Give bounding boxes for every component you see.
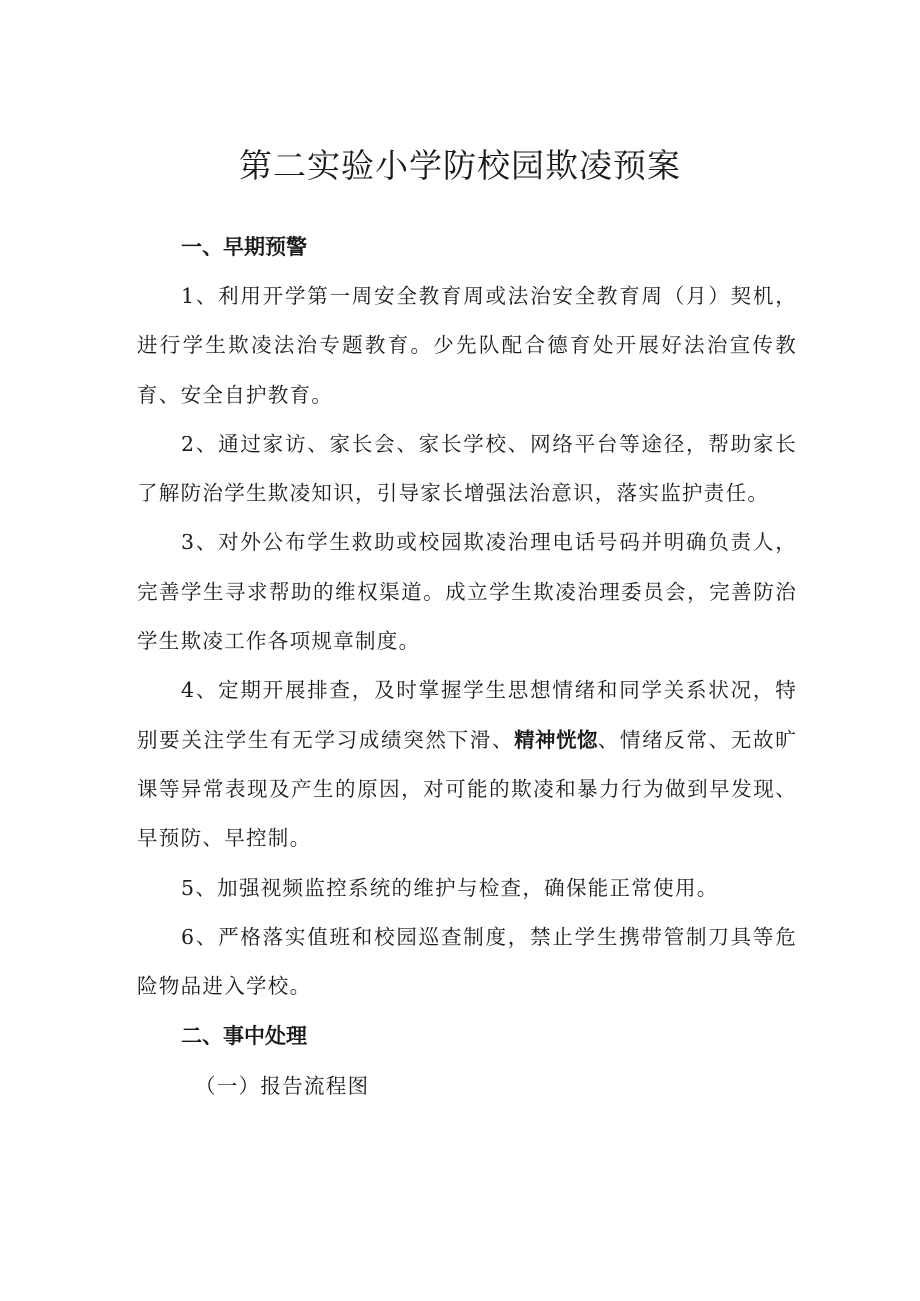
paragraph-4-part-1: 4、定期开展排查，及时掌握学生思想情绪和同学关系状况，特别要关注学生有无学习成绩突然下滑、	[137, 678, 797, 752]
section-heading-early-warning: 一、早期预警	[181, 235, 307, 259]
paragraph-5: 5、加强视频监控系统的维护与检查，确保能正常使用。	[181, 875, 719, 900]
paragraph-4	[137, 666, 797, 863]
subheading-report-flowchart: （一）报告流程图	[195, 1074, 370, 1099]
paragraph-3: 3、对外公布学生救助或校园欺凌治理电话号码并明确负责人，完善学生寻求帮助的维权渠道。成立学生欺凌治理委员会，完善防治学生欺凌工作各项规章制度。	[137, 530, 797, 654]
section-heading-incident-handling: 二、事中处理	[181, 1024, 307, 1049]
paragraph-4-emphasis: 精神恍惚	[514, 727, 598, 752]
paragraph-4-part-2: 、情绪反常、无故旷课等异常表现及产生的原因，对可能的欺凌和暴力行为做到早发现、早预防、早控制。	[137, 727, 798, 851]
paragraph-2: 2、通过家访、家长会、家长学校、网络平台等途径，帮助家长了解防治学生欺凌知识，引导家长增强法治意识，落实监护责任。	[137, 431, 797, 506]
document-title: 第二实验小学防校园欺凌预案	[239, 146, 681, 185]
document-body	[137, 222, 797, 1111]
paragraph-1: 1、利用开学第一周安全教育周或法治安全教育周（月）契机，进行学生欺凌法治专题教育。少先队配合德育处开展好法治宣传教育、安全自护教育。	[137, 284, 797, 407]
paragraph-6: 6、严格落实值班和校园巡查制度，禁止学生携带管制刀具等危险物品进入学校。	[137, 924, 797, 999]
